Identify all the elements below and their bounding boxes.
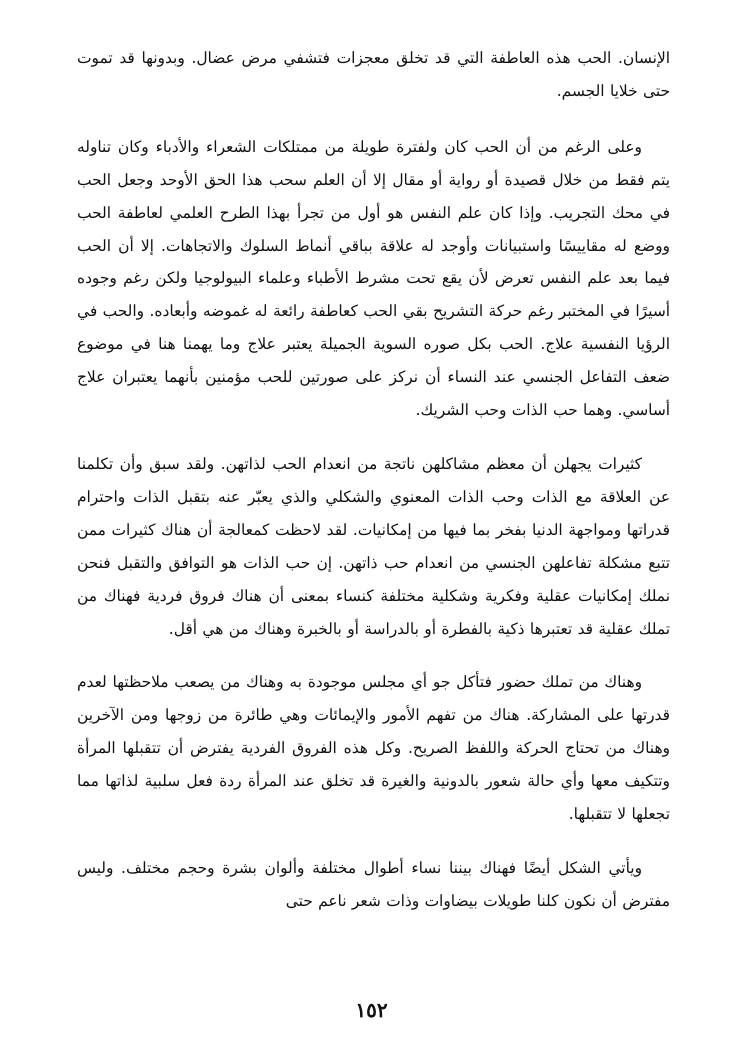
paragraph-individual-differences: وهناك من تملك حضور فتأكل جو أي مجلس موجودة به وهناك من يصعب ملاحظتها لعدم قدرتها على المشاركة. هناك من تفهم الأمور والإيمائات وهي طائرة من زوجها ومن الآخرين وهناك من تحتاج الحركة واللفظ الصريح. وكل هذه الفروق الفردية يفترض أن تتقبلها المرأة وتتكيف معها وأي حالة شعور بالدونية والغيرة قد تخلق عند المرأة ردة فعل سلبية لذاتها مما تجعلها لا تتقبلها. (77, 673, 670, 824)
paragraph-appearance: ويأتي الشكل أيضًا فهناك بيننا نساء أطوال مختلفة وألوان بشرة وحجم مختلف. وليس مفترض أن نكون كلنا طويلات بيضاوات وذات شعر ناعم حتى (77, 858, 670, 910)
paragraph-continuation: الإنسان. الحب هذه العاطفة التي قد تخلق معجزات فتشفي مرض عضال. وبدونها قد تموت حتى خلايا الجسم. (77, 49, 670, 100)
paragraph-love-science: وعلى الرغم من أن الحب كان ولفترة طويلة من ممتلكات الشعراء والأدباء وكان تناوله يتم فقط من خلال قصيدة أو رواية أو مقال إلا أن العلم سحب هذا الحق الأوحد وجعل الحب في محك التجريب. وإذا كان علم النفس هو أول من تجرأ بهذا الطرح العلمي لعاطفة الحب ووضع له مقاييسًا واستبيانات وأوجد له علاقة بباقي أنماط السلوك والاتجاهات. إلا أن الحب فيما بعد علم النفس تعرض لأن يقع تحت مشرط الأطباء وعلماء البيولوجيا ولكن رغم وجوده أسيرًا في المختبر رغم حركة التشريح بقي الحب كعاطفة رائعة له غموضه وأبعاده. والحب في الرؤيا النفسية علاج. الحب بكل صوره السوية الجميلة يعتبر علاج وما يهمنا هنا في موضوع ضعف التفاعل الجنسي عند النساء أن نركز على صورتين للحب مؤمنين بأنهما يعتبران علاج أساسي. وهما حب الذات وحب الشريك. (77, 137, 670, 420)
paragraph-self-love: كثيرات يجهلن أن معظم مشاكلهن ناتجة من انعدام الحب لذاتهن. ولقد سبق وأن تكلمنا عن العلاقة مع الذات وحب الذات المعنوي والشكلي والذي يعبّر عنه بتقبل الذات واحترام قدراتها ومواجهة الدنيا بفخر بما فيها من إمكانيات. لقد لاحظت كمعالجة أن هناك كثيرات ممن تتبع مشكلة تفاعلهن الجنسي من انعدام حب ذاتهن. إن حب الذات هو التوافق والتقبل فنحن نملك إمكانيات عقلية وفكرية وشكلية مختلفة كنساء بمعنى أن هناك فروق فردية فهناك من تملك عقلية قد تعتبرها ذكية بالفطرة أو بالدراسة أو بالخبرة وهناك من هي أقل. (77, 454, 670, 638)
page-number: ١٥٢ (355, 998, 388, 1022)
